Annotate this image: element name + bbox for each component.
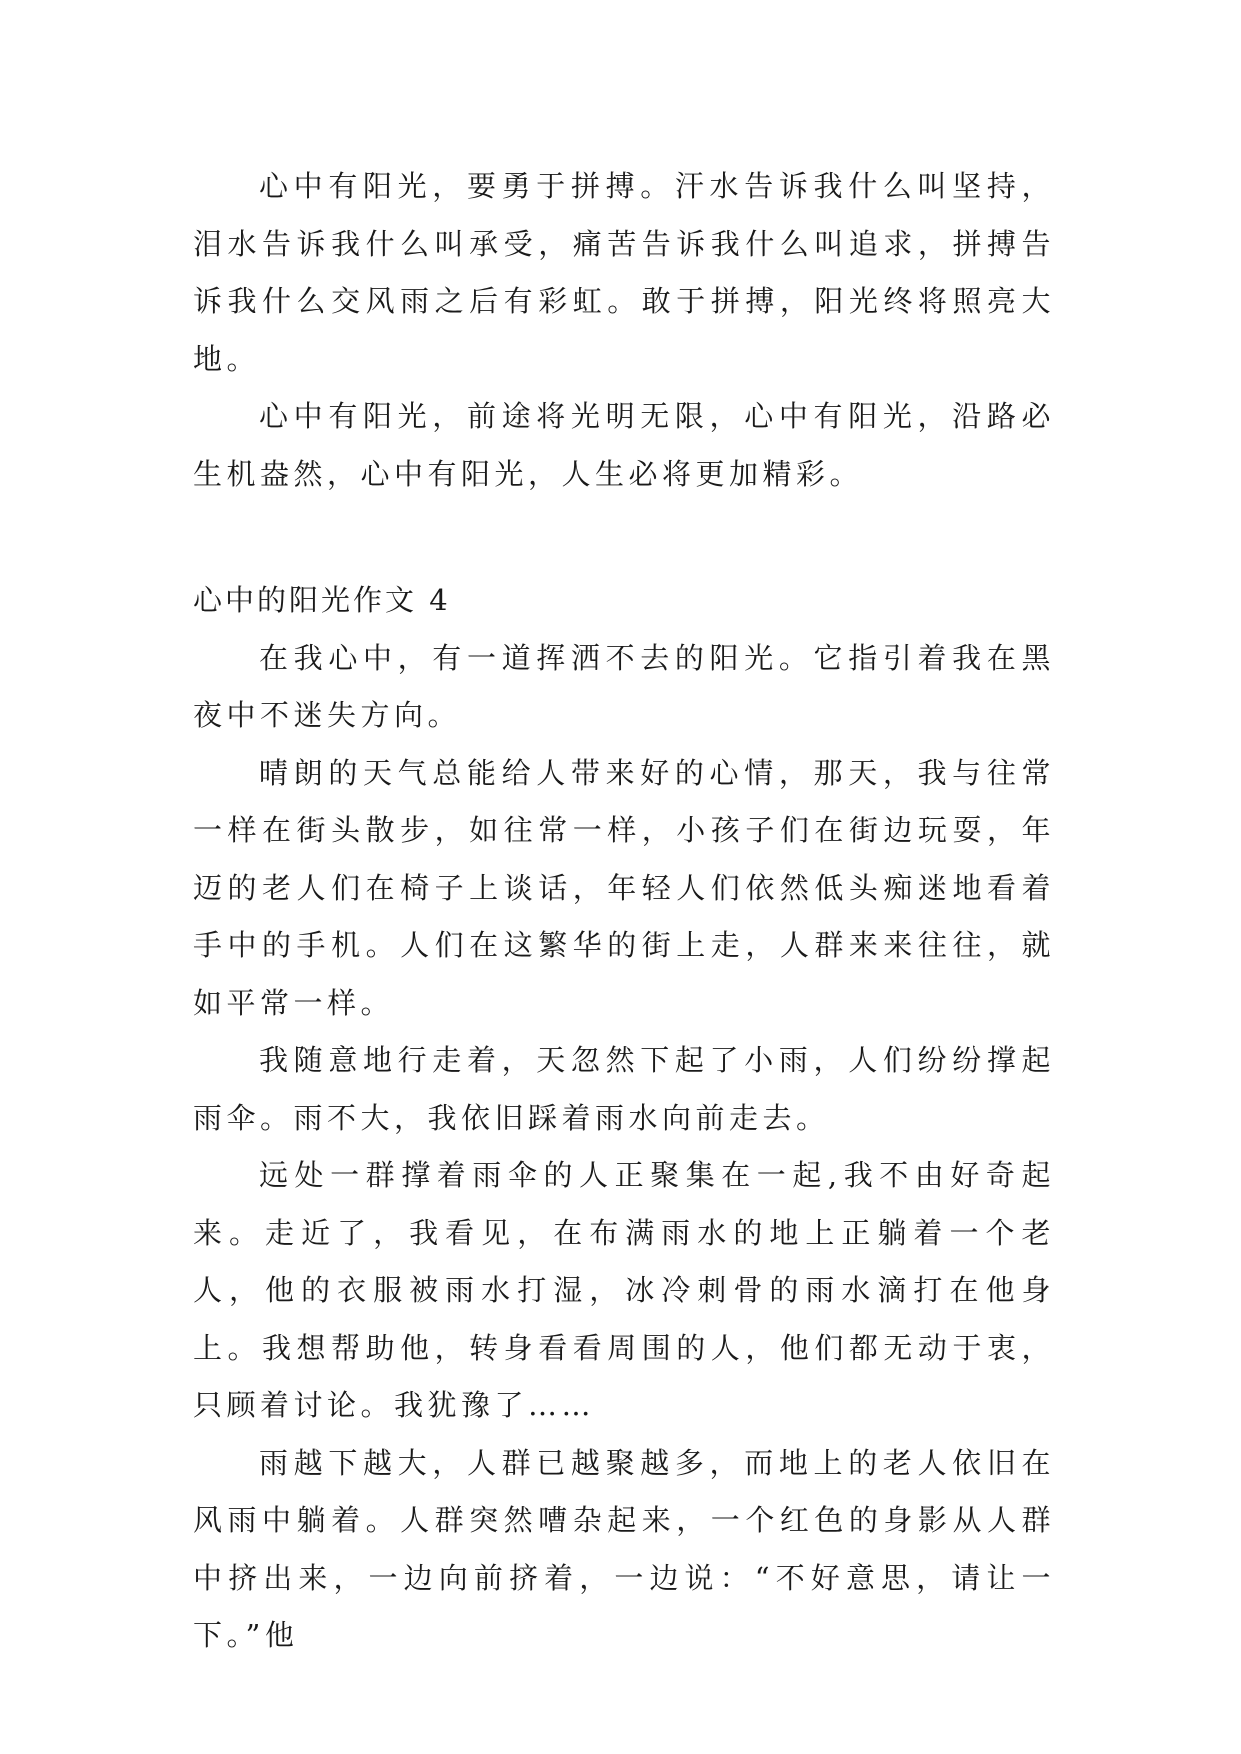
section-gap bbox=[193, 503, 1055, 572]
paragraph: 雨越下越大，人群已越聚越多，而地上的老人依旧在风雨中躺着。人群突然嘈杂起来，一个红色的身影从人群中挤出来，一边向前挤着，一边说：“不好意思，请让一下。”他 bbox=[193, 1445, 1055, 1652]
paragraph: 在我心中，有一道挥洒不去的阳光。它指引着我在黑夜中不迷失方向。 bbox=[193, 640, 1055, 732]
paragraph: 远处一群撑着雨伞的人正聚集在一起,我不由好奇起来。走近了，我看见，在布满雨水的地上正躺着一个老人，他的衣服被雨水打湿，冰冷刺骨的雨水滴打在他身上。我想帮助他，转身看看周围的人，他们都无动于衷，只顾着讨论。我犹豫了…… bbox=[193, 1158, 1055, 1422]
paragraph: 心中有阳光，要勇于拼搏。汗水告诉我什么叫坚持，泪水告诉我什么叫承受，痛苦告诉我什么叫追求，拼搏告诉我什么交风雨之后有彩虹。敢于拼搏，阳光终将照亮大地。 bbox=[193, 169, 1055, 376]
paragraph: 我随意地行走着，天忽然下起了小雨，人们纷纷撑起雨伞。雨不大，我依旧踩着雨水向前走去。 bbox=[193, 1043, 1055, 1135]
paragraph: 晴朗的天气总能给人带来好的心情，那天，我与往常一样在街头散步，如往常一样，小孩子们在街边玩耍，年迈的老人们在椅子上谈话，年轻人们依然低头痴迷地看着手中的手机。人们在这繁华的街上走，人群来来往往，就如平常一样。 bbox=[193, 755, 1055, 1020]
document-page bbox=[193, 158, 1055, 1665]
paragraph: 心中有阳光，前途将光明无限，心中有阳光，沿路必生机盎然，心中有阳光，人生必将更加精彩。 bbox=[193, 399, 1055, 491]
essay-title: 心中的阳光作文 4 bbox=[193, 583, 451, 617]
